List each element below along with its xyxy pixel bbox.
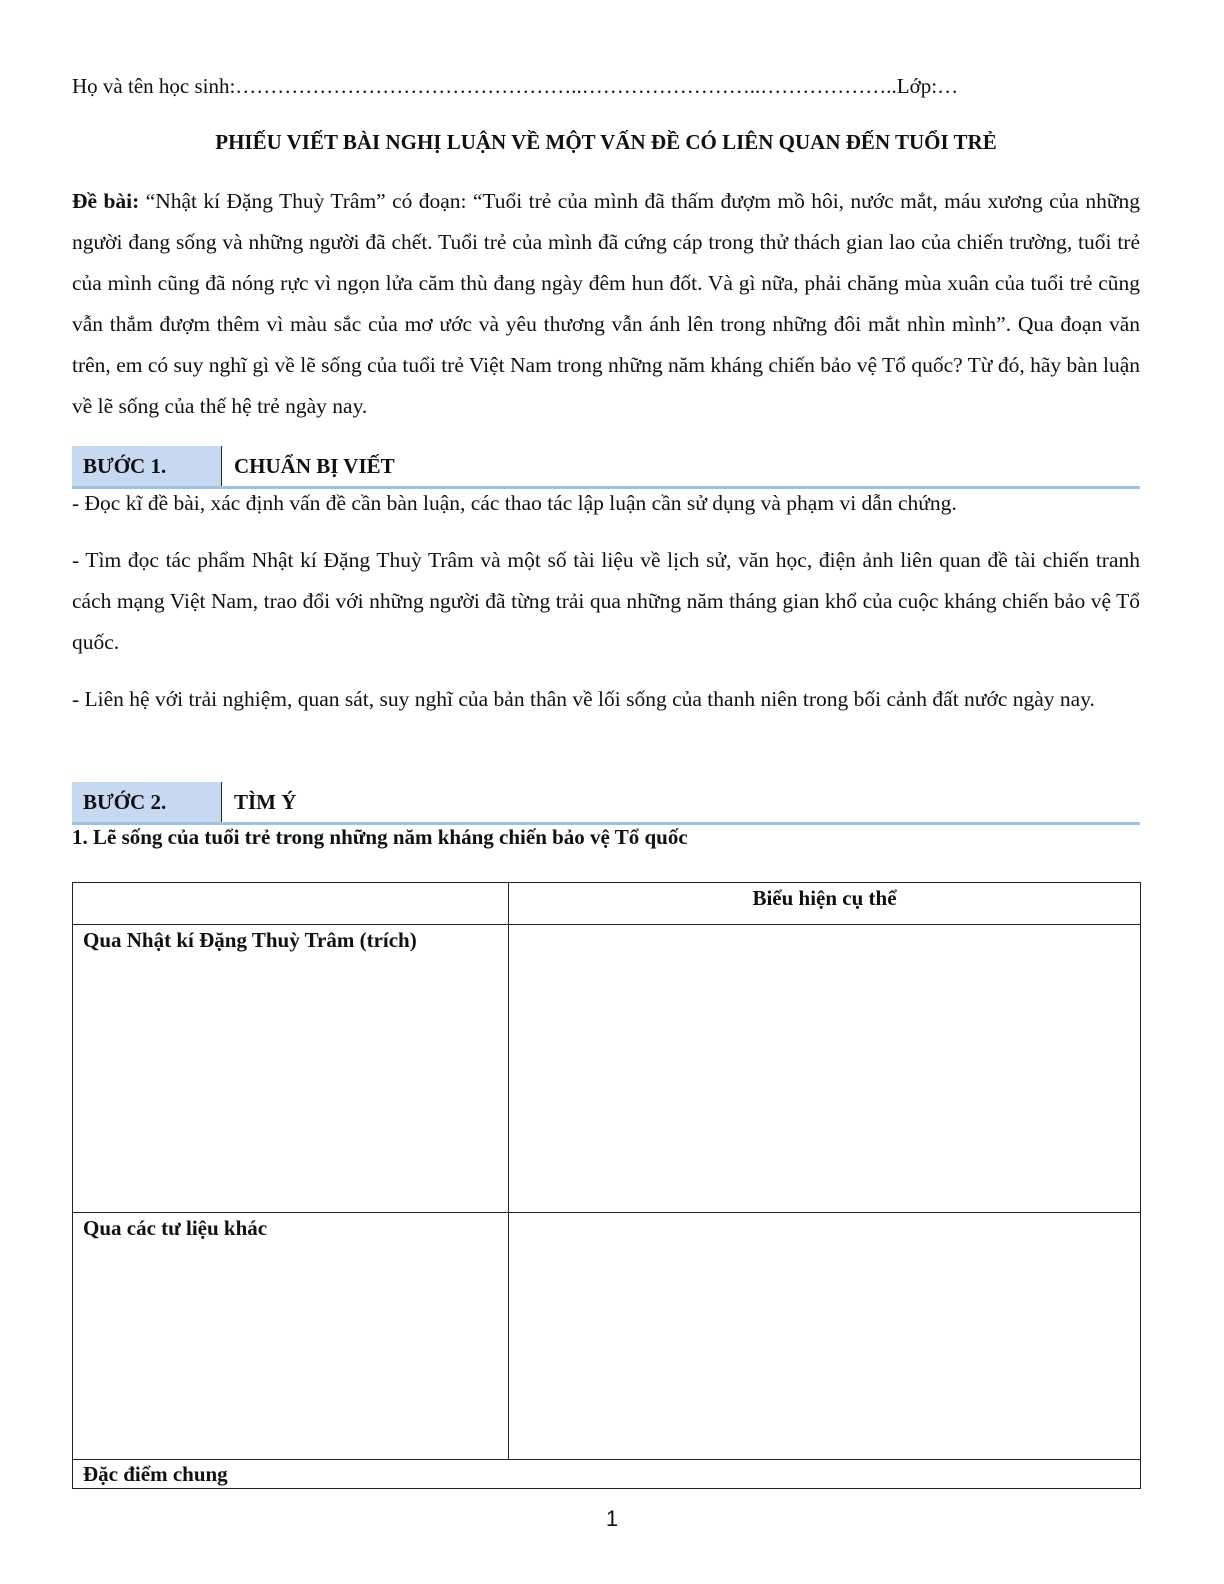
step1-title: CHUẨN BỊ VIẾT: [234, 454, 395, 478]
step1-number: BƯỚC 1.: [72, 446, 222, 486]
assignment-prompt: [72, 181, 1140, 427]
step2-subheading: 1. Lẽ sống của tuổi trẻ trong những năm kháng chiến bảo vệ Tổ quốc: [72, 825, 688, 849]
prompt-label: Đề bài:: [72, 189, 140, 213]
row-label-diary: Qua Nhật kí Đặng Thuỳ Trâm (trích): [73, 925, 509, 1213]
answer-cell-diary[interactable]: [509, 925, 1141, 1213]
row-label-other-sources: Qua các tư liệu khác: [73, 1213, 509, 1460]
student-info-line: Họ và tên học sinh:…………………………………………..……………………..………………..Lớp:…: [72, 74, 959, 98]
ideas-table: [72, 882, 1141, 1489]
table-row: [73, 925, 1141, 1213]
step2-header: [72, 782, 1140, 825]
page-number: 1: [605, 1506, 619, 1531]
table-row: [73, 1213, 1141, 1460]
step1-item-2: - Tìm đọc tác phẩm Nhật kí Đặng Thuỳ Trâm và một số tài liệu về lịch sử, văn học, điện ảnh liên quan đề tài chiến tranh cách mạng Việt Nam, trao đổi với những người đã từng trải qua những năm tháng gian khổ của cuộc kháng chiến bảo vệ Tổ quốc.: [72, 548, 1140, 654]
table-row: [73, 1460, 1141, 1489]
step1-item-3: - Liên hệ với trải nghiệm, quan sát, suy nghĩ của bản thân về lối sống của thanh niên trong bối cảnh đất nước ngày nay.: [72, 687, 1095, 711]
answer-cell-other-sources[interactable]: [509, 1213, 1141, 1460]
row-label-common-traits: Đặc điểm chung: [73, 1460, 1141, 1489]
prompt-text: “Nhật kí Đặng Thuỳ Trâm” có đoạn: “Tuổi trẻ của mình đã thấm đượm mồ hôi, nước mắt, máu xương của những người đang sống và những người đã chết. Tuổi trẻ của mình đã cứng cáp trong thử thách gian lao của chiến trường, tuổi trẻ của mình cũng đã nóng rực vì ngọn lửa căm thù đang ngày đêm hun đốt. Và gì nữa, phải chăng mùa xuân của tuổi trẻ cũng vẫn thắm đượm thêm vì màu sắc của mơ ước và yêu thương vẫn ánh lên trong những đôi mắt nhìn mình”. Qua đoạn văn trên, em có suy nghĩ gì về lẽ sống của tuổi trẻ Việt Nam trong những năm kháng chiến bảo vệ Tổ quốc? Từ đó, hãy bàn luận về lẽ sống của thế hệ trẻ ngày nay.: [72, 189, 1140, 418]
step2-number: BƯỚC 2.: [72, 782, 222, 822]
step2-title: TÌM Ý: [234, 790, 297, 814]
table-header-manifestation: Biểu hiện cụ thể: [509, 883, 1141, 925]
step1-item-1: - Đọc kĩ đề bài, xác định vấn đề cần bàn luận, các thao tác lập luận cần sử dụng và phạm vi dẫn chứng.: [72, 491, 957, 515]
table-header-row: [73, 883, 1141, 925]
table-header-empty: [73, 883, 509, 925]
worksheet-title: PHIẾU VIẾT BÀI NGHỊ LUẬN VỀ MỘT VẤN ĐỀ CÓ LIÊN QUAN ĐẾN TUỔI TRẺ: [215, 130, 997, 154]
